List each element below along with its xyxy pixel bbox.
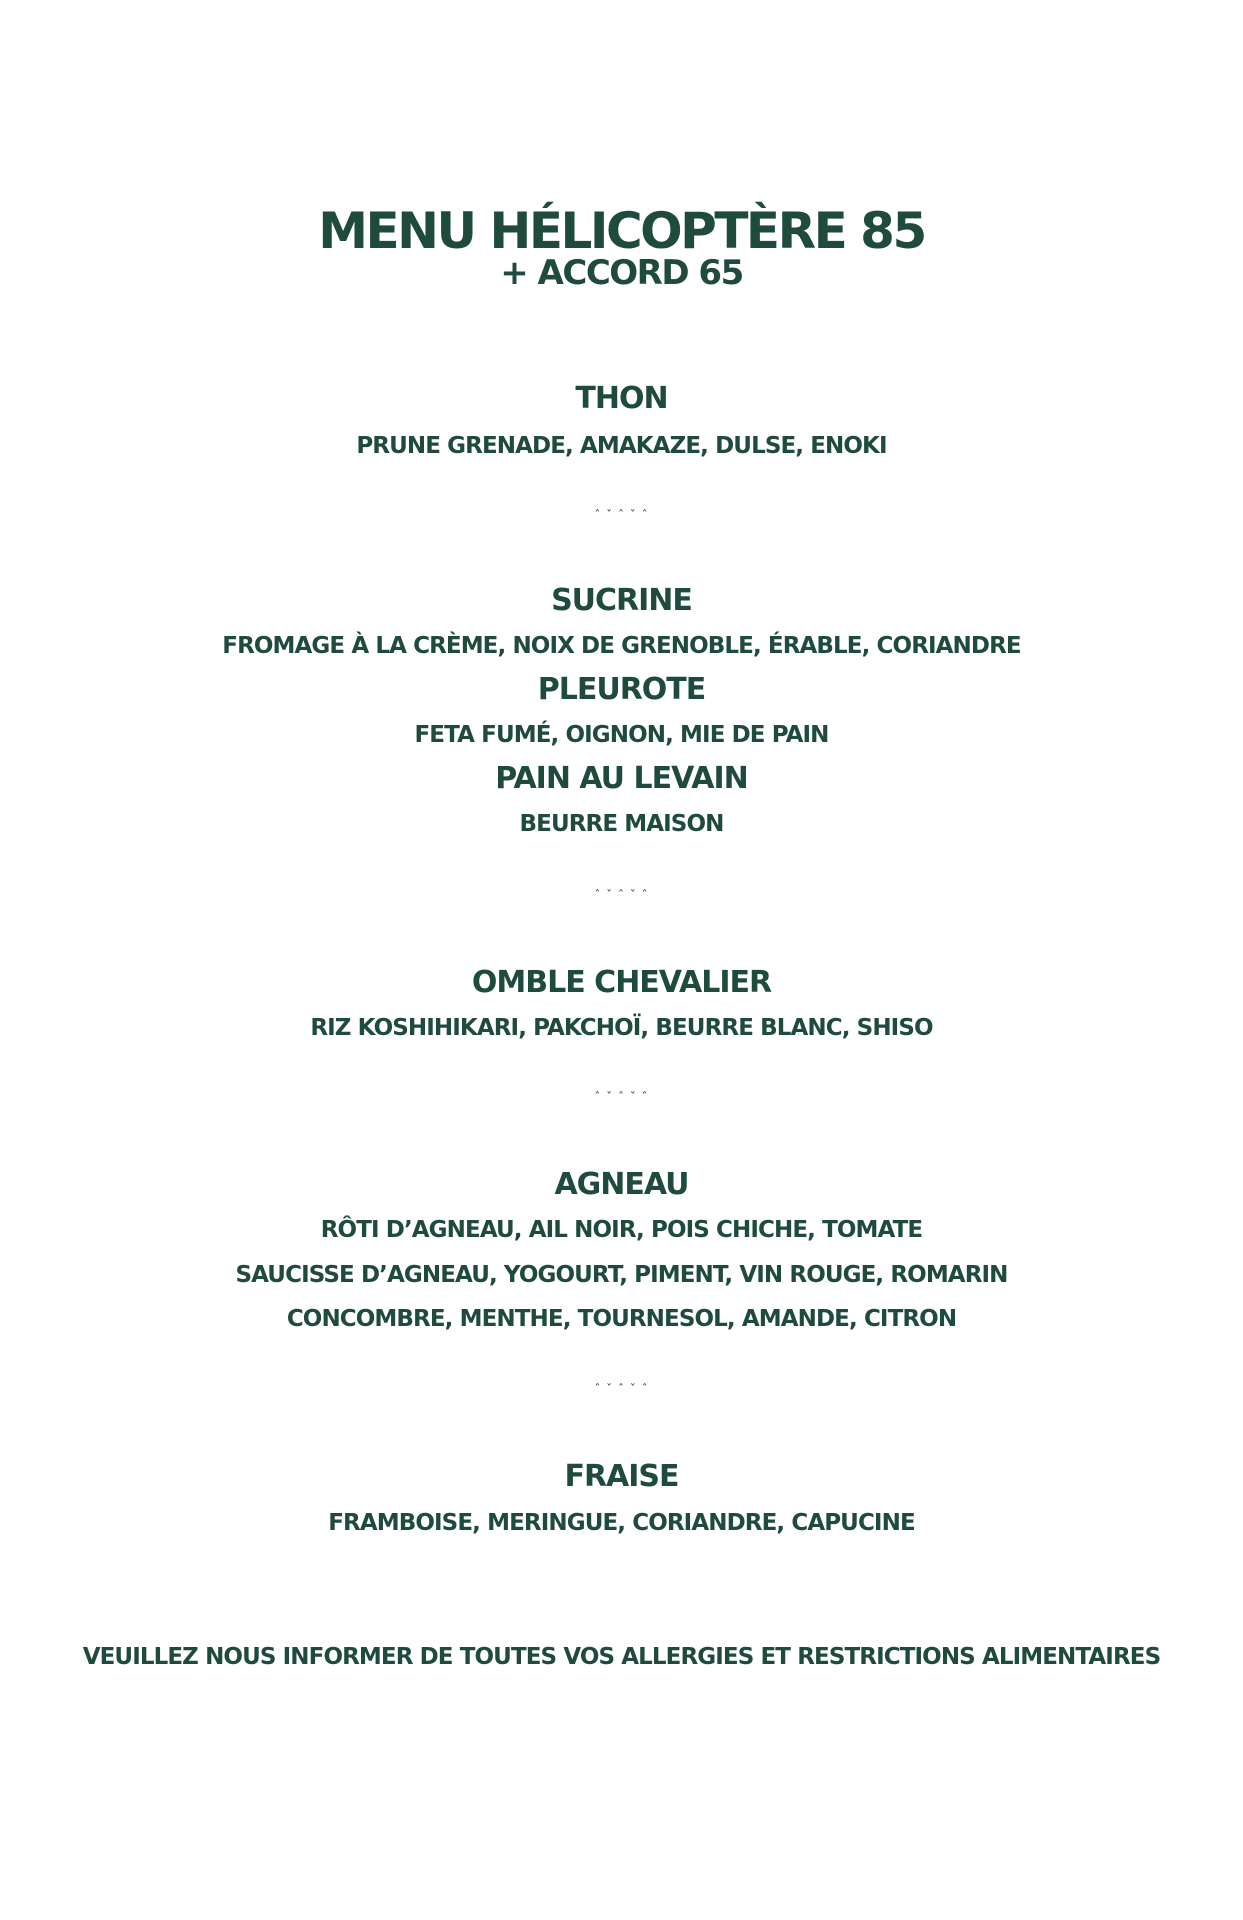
course-separator: ˆ ˇ ˆ ˇ ˆ <box>594 888 649 902</box>
dish-name: PAIN AU LEVAIN <box>495 761 748 796</box>
dish-description: RÔTI D’AGNEAU, AIL NOIR, POIS CHICHE, TOMATE <box>320 1217 923 1243</box>
dish-description: FETA FUMÉ, OIGNON, MIE DE PAIN <box>414 722 829 748</box>
dish-name: OMBLE CHEVALIER <box>471 965 772 1000</box>
dish-description: CONCOMBRE, MENTHE, TOURNESOL, AMANDE, CITRON <box>286 1306 957 1332</box>
menu-title: MENU HÉLICOPTÈRE 85 <box>318 202 925 260</box>
course-separator: ˆ ˇ ˆ ˇ ˆ <box>594 1090 649 1104</box>
dish-name: SUCRINE <box>551 583 692 618</box>
dish-name: FRAISE <box>564 1459 679 1494</box>
dish-description: FROMAGE À LA CRÈME, NOIX DE GRENOBLE, ÉRABLE, CORIANDRE <box>222 633 1021 659</box>
dish-description: BEURRE MAISON <box>519 811 724 837</box>
menu-subtitle: + ACCORD 65 <box>500 253 743 293</box>
dish-description: PRUNE GRENADE, AMAKAZE, DULSE, ENOKI <box>356 433 887 459</box>
course-separator: ˆ ˇ ˆ ˇ ˆ <box>594 508 649 522</box>
dish-name: AGNEAU <box>554 1167 689 1202</box>
allergy-notice: VEUILLEZ NOUS INFORMER DE TOUTES VOS ALLERGIES ET RESTRICTIONS ALIMENTAIRES <box>82 1644 1161 1670</box>
dish-description: FRAMBOISE, MERINGUE, CORIANDRE, CAPUCINE <box>328 1510 915 1536</box>
dish-name: THON <box>575 381 668 416</box>
dish-description: SAUCISSE D’AGNEAU, YOGOURT, PIMENT, VIN ROUGE, ROMARIN <box>235 1262 1008 1288</box>
dish-name: PLEUROTE <box>537 672 706 707</box>
dish-description: RIZ KOSHIHIKARI, PAKCHOÏ, BEURRE BLANC, SHISO <box>310 1015 933 1041</box>
course-separator: ˆ ˇ ˆ ˇ ˆ <box>594 1382 649 1396</box>
